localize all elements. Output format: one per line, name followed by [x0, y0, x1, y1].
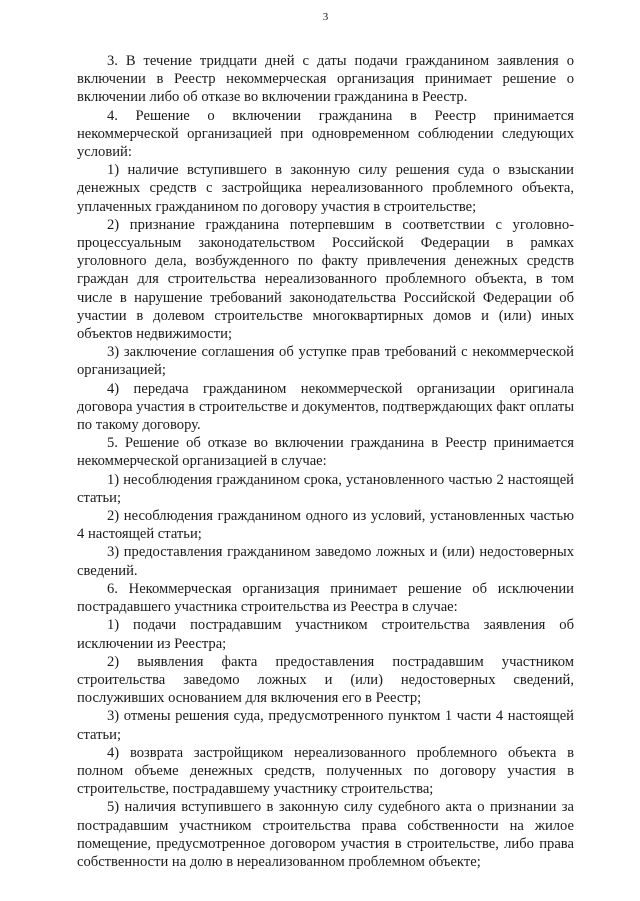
paragraph-5-item-1: 1) несоблюдения гражданином срока, установленного частью 2 настоящей статьи; [77, 471, 574, 506]
paragraph-5: 5. Решение об отказе во включении гражданина в Реестр принимается некоммерческой организацией в случае: [77, 435, 574, 470]
paragraph-4-item-4: 4) передача гражданином некоммерческой организации оригинала договора участия в строительстве и документов, подтверждающих факт оплаты по такому договору. [77, 380, 574, 434]
paragraph-6-item-4: 4) возврата застройщиком нереализованного проблемного объекта в полном объеме денежных средств, полученных по договору участия в строительстве, пострадавшему участнику строительства; [77, 744, 574, 798]
paragraph-4: 4. Решение о включении гражданина в Реестр принимается некоммерческой организацией при одновременном соблюдении следующих условий: [77, 107, 574, 161]
paragraph-6-item-3: 3) отмены решения суда, предусмотренного пунктом 1 части 4 настоящей статьи; [77, 708, 574, 743]
paragraph-6-item-2: 2) выявления факта предоставления пострадавшим участником строительства заведомо ложных и (или) недостоверных сведений, послуживших основанием для включения его в Реестр; [77, 653, 574, 707]
paragraph-4-item-1: 1) наличие вступившего в законную силу решения суда о взыскании денежных средств с застройщика нереализованного проблемного объекта, уплаченных гражданином по договору участия в строительстве; [77, 162, 574, 215]
paragraph-6-item-1: 1) подачи пострадавшим участником строительства заявления об исключении из Реестра; [77, 617, 574, 652]
page-number: 3 [322, 11, 329, 23]
paragraph-5-item-2: 2) несоблюдения гражданином одного из условий, установленных частью 4 настоящей статьи; [77, 508, 574, 543]
paragraph-3: 3. В течение тридцати дней с даты подачи гражданином заявления о включении в Реестр некоммерческая организация принимает решение о включении либо об отказе во включении гражданина в Реестр. [77, 53, 574, 106]
paragraph-6-item-5: 5) наличия вступившего в законную силу судебного акта о признании за пострадавшим участником строительства права собственности на жилое помещение, предусмотренное договором участия в строительстве, либо права собственности на долю в нереализованном проблемном объекте; [77, 799, 574, 870]
paragraph-4-item-3: 3) заключение соглашения об уступке прав требований с некоммерческой организацией; [77, 344, 574, 379]
paragraph-4-item-2: 2) признание гражданина потерпевшим в соответствии с уголовно-процессуальным законодательством Российской Федерации в рамках уголовного дела, возбужденного по факту привлечения денежных средств граждан для строительства нереализованного проблемного объекта, в том числе в нарушение требований законодательства Российской Федерации об участии в долевом строительстве многоквартирных домов и (или) иных объектов недвижимости; [77, 216, 574, 343]
paragraph-5-item-3: 3) предоставления гражданином заведомо ложных и (или) недостоверных сведений. [77, 544, 574, 579]
paragraph-6: 6. Некоммерческая организация принимает решение об исключении пострадавшего участника строительства из Реестра в случае: [77, 580, 574, 616]
